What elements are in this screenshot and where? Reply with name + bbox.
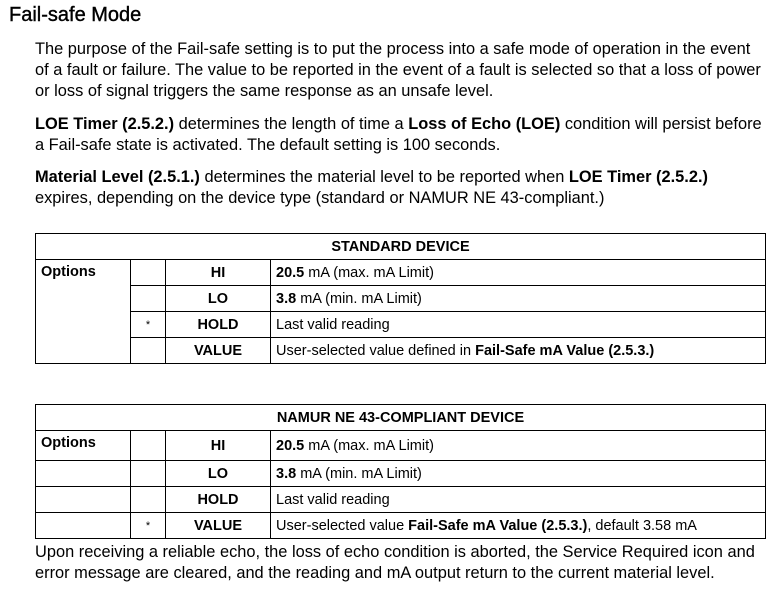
material-level-paragraph (35, 167, 765, 209)
option-name: LO (166, 286, 271, 312)
table-row (36, 431, 766, 461)
table-row (36, 513, 766, 539)
text: condition will persist before a Fail-safe state is activated. The default setting is 100 seconds. (35, 115, 762, 154)
table-row (36, 338, 766, 364)
option-description: 20.5 mA (max. mA Limit) (271, 260, 766, 286)
table-row (36, 286, 766, 312)
purpose-paragraph: The purpose of the Fail-safe setting is to put the process into a safe mode of operation in the event of a fault or failure. The value to be reported in the event of a fault is selected so that a loss of power or loss of signal triggers the same response as an unsafe level. (35, 40, 761, 100)
table-row (36, 487, 766, 513)
option-name: HI (166, 431, 271, 461)
option-name: HOLD (166, 312, 271, 338)
option-description: 3.8 mA (min. mA Limit) (271, 461, 766, 487)
default-marker (131, 260, 166, 286)
bold-term: LOE Timer (2.5.2.) (35, 115, 175, 133)
loe-timer-paragraph (35, 114, 765, 156)
option-name: VALUE (166, 338, 271, 364)
default-marker (131, 338, 166, 364)
standard-device-table (35, 233, 766, 364)
option-name: HI (166, 260, 271, 286)
section-title: Fail-safe Mode (9, 4, 142, 26)
option-name: HOLD (166, 487, 271, 513)
default-marker: * (131, 513, 166, 539)
option-name: LO (166, 461, 271, 487)
option-description: User-selected value Fail-Safe mA Value (2.5.3.), default 3.58 mA (271, 513, 766, 539)
option-description: 20.5 mA (max. mA Limit) (271, 431, 766, 461)
default-marker (131, 286, 166, 312)
text: expires, depending on the device type (standard or NAMUR NE 43-compliant.) (35, 189, 605, 207)
default-marker (131, 431, 166, 461)
table-row (36, 461, 766, 487)
table-header: STANDARD DEVICE (36, 234, 766, 260)
table-header: NAMUR NE 43-COMPLIANT DEVICE (36, 405, 766, 431)
options-label: Options (36, 431, 131, 461)
options-label: Options (36, 260, 131, 364)
bold-term: Loss of Echo (LOE) (408, 115, 561, 133)
option-description: Last valid reading (271, 312, 766, 338)
bold-term: Material Level (2.5.1.) (35, 168, 200, 186)
option-name: VALUE (166, 513, 271, 539)
option-description: Last valid reading (271, 487, 766, 513)
default-marker (131, 461, 166, 487)
namur-device-table (35, 404, 766, 539)
table-row (36, 312, 766, 338)
default-marker (131, 487, 166, 513)
option-description: User-selected value defined in Fail-Safe mA Value (2.5.3.) (271, 338, 766, 364)
text: determines the length of time a (174, 115, 409, 133)
bold-term: LOE Timer (2.5.2.) (568, 168, 708, 186)
option-description: 3.8 mA (min. mA Limit) (271, 286, 766, 312)
table-row (36, 260, 766, 286)
echo-paragraph: Upon receiving a reliable echo, the loss of echo condition is aborted, the Service Required icon and error message are cleared, and the reading and mA output return to the current material level. (35, 543, 755, 582)
default-marker: * (131, 312, 166, 338)
text: determines the material level to be reported when (199, 168, 569, 186)
